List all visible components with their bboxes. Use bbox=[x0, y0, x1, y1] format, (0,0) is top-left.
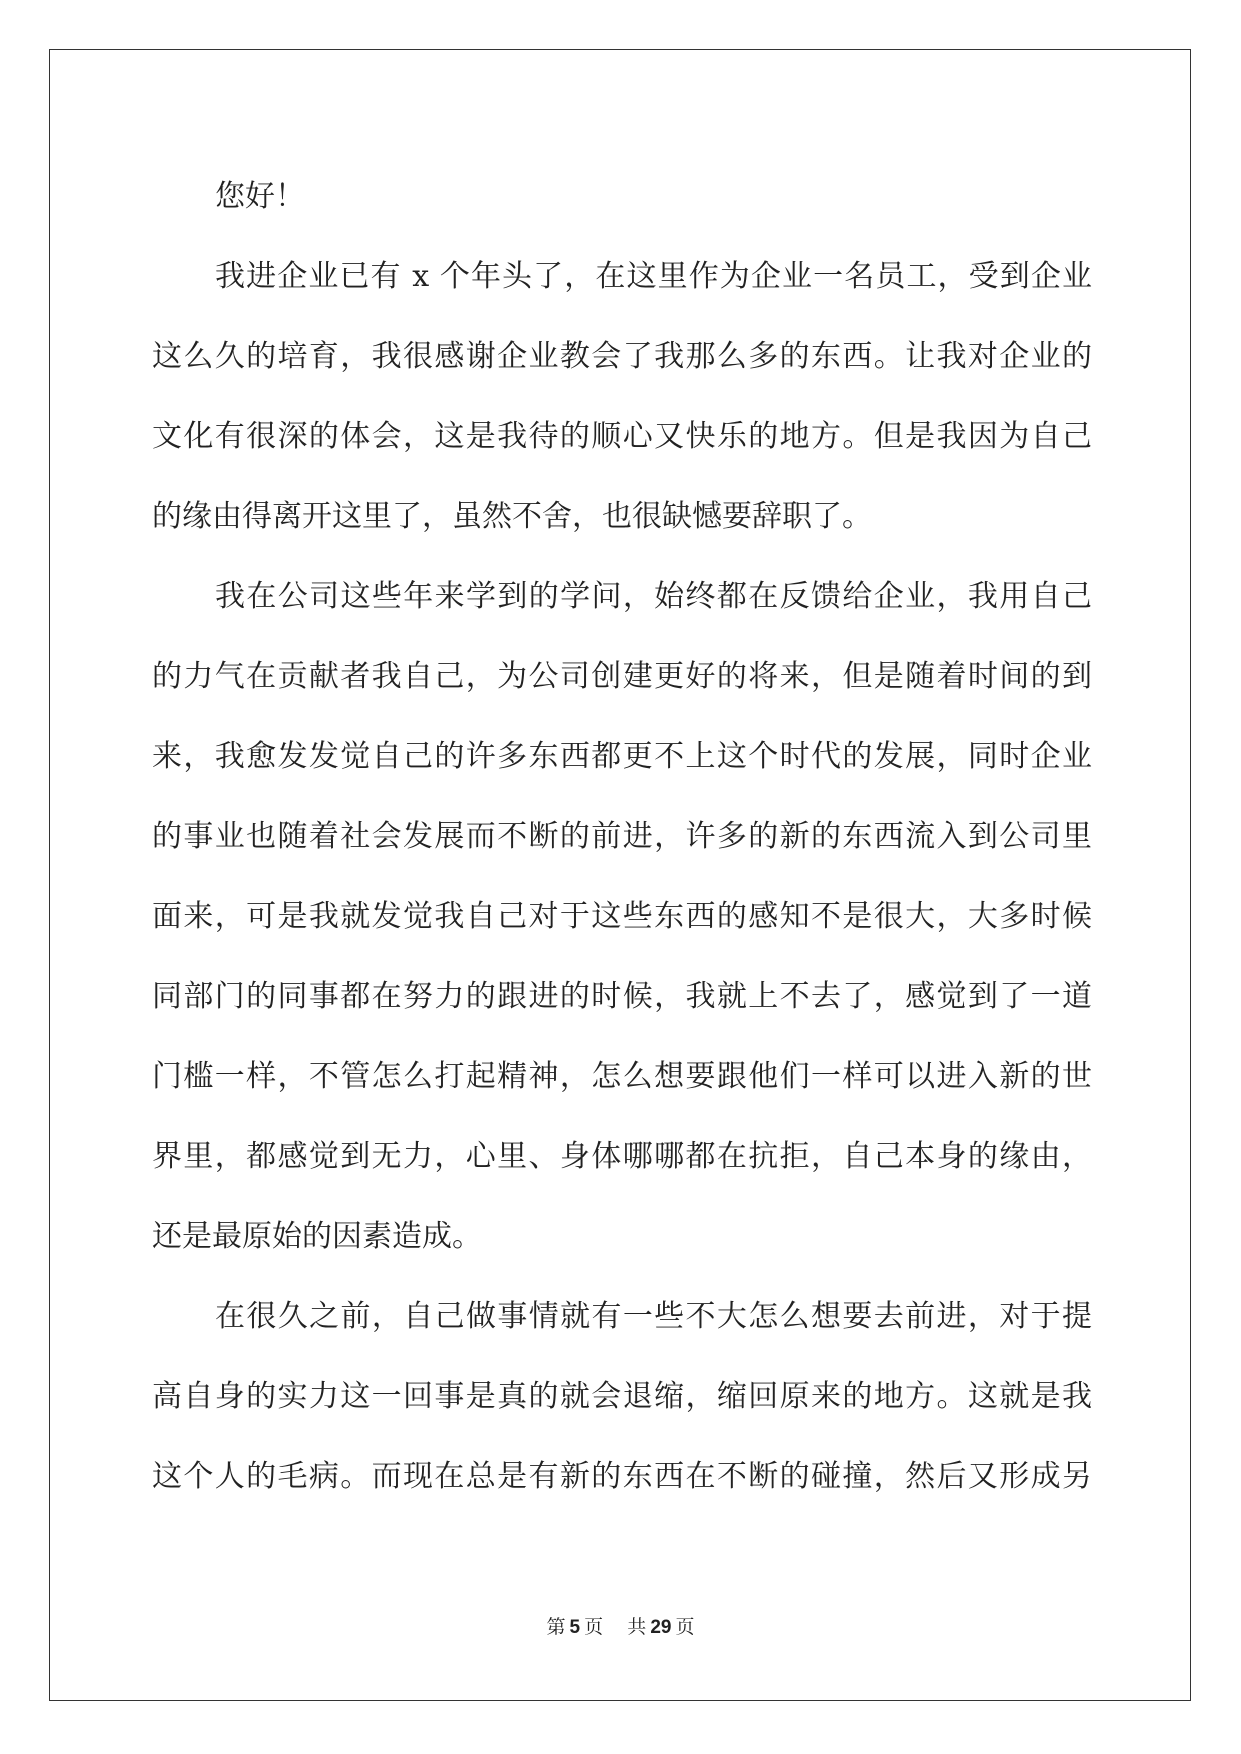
paragraph-2-line-9: 还是最原始的因素造成。 bbox=[152, 1219, 482, 1254]
paragraph-2-line-7: 门槛一样，不管怎么打起精神，怎么想要跟他们一样可以进入新的世 bbox=[152, 1059, 1092, 1094]
paragraph-3-line-1: 在很久之前，自己做事情就有一些不大怎么想要去前进，对于提 bbox=[215, 1299, 1092, 1334]
paragraph-2-line-4: 的事业也随着社会发展而不断的前进，许多的新的东西流入到公司里 bbox=[152, 819, 1092, 854]
page-suffix: 页 bbox=[584, 1616, 604, 1638]
paragraph-2-line-8: 界里，都感觉到无力，心里、身体哪哪都在抗拒，自己本身的缘由， bbox=[152, 1139, 1092, 1174]
paragraph-3-line-2: 高自身的实力这一回事是真的就会退缩，缩回原来的地方。这就是我 bbox=[152, 1379, 1092, 1414]
paragraph-1-line-4: 的缘由得离开这里了，虽然不舍，也很缺憾要辞职了。 bbox=[152, 499, 872, 534]
total-prefix: 共 bbox=[627, 1616, 647, 1638]
greeting-line: 您好！ bbox=[215, 179, 305, 214]
paragraph-1-line-2: 这么久的培育，我很感谢企业教会了我那么多的东西。让我对企业的 bbox=[152, 339, 1092, 374]
paragraph-2-line-5: 面来，可是我就发觉我自己对于这些东西的感知不是很大，大多时候 bbox=[152, 899, 1092, 934]
total-pages: 29 bbox=[650, 1617, 672, 1638]
paragraph-2-line-6: 同部门的同事都在努力的跟进的时候，我就上不去了，感觉到了一道 bbox=[152, 979, 1092, 1014]
document-body bbox=[152, 157, 1092, 1517]
paragraph-3-line-3: 这个人的毛病。而现在总是有新的东西在不断的碰撞，然后又形成另 bbox=[152, 1459, 1092, 1494]
paragraph-1-line-3: 文化有很深的体会，这是我待的顺心又快乐的地方。但是我因为自己 bbox=[152, 419, 1092, 454]
paragraph-1-line-1: 我进企业已有 x 个年头了，在这里作为企业一名员工，受到企业 bbox=[215, 259, 1092, 294]
page-prefix: 第 bbox=[546, 1616, 566, 1638]
paragraph-2-line-3: 来，我愈发发觉自己的许多东西都更不上这个时代的发展，同时企业 bbox=[152, 739, 1092, 774]
paragraph-2-line-2: 的力气在贡献者我自己，为公司创建更好的将来，但是随着时间的到 bbox=[152, 659, 1092, 694]
page-footer bbox=[0, 1612, 1241, 1639]
paragraph-2-line-1: 我在公司这些年来学到的学问，始终都在反馈给企业，我用自己 bbox=[215, 579, 1092, 614]
page-number: 5 bbox=[569, 1617, 581, 1638]
total-suffix: 页 bbox=[675, 1616, 695, 1638]
